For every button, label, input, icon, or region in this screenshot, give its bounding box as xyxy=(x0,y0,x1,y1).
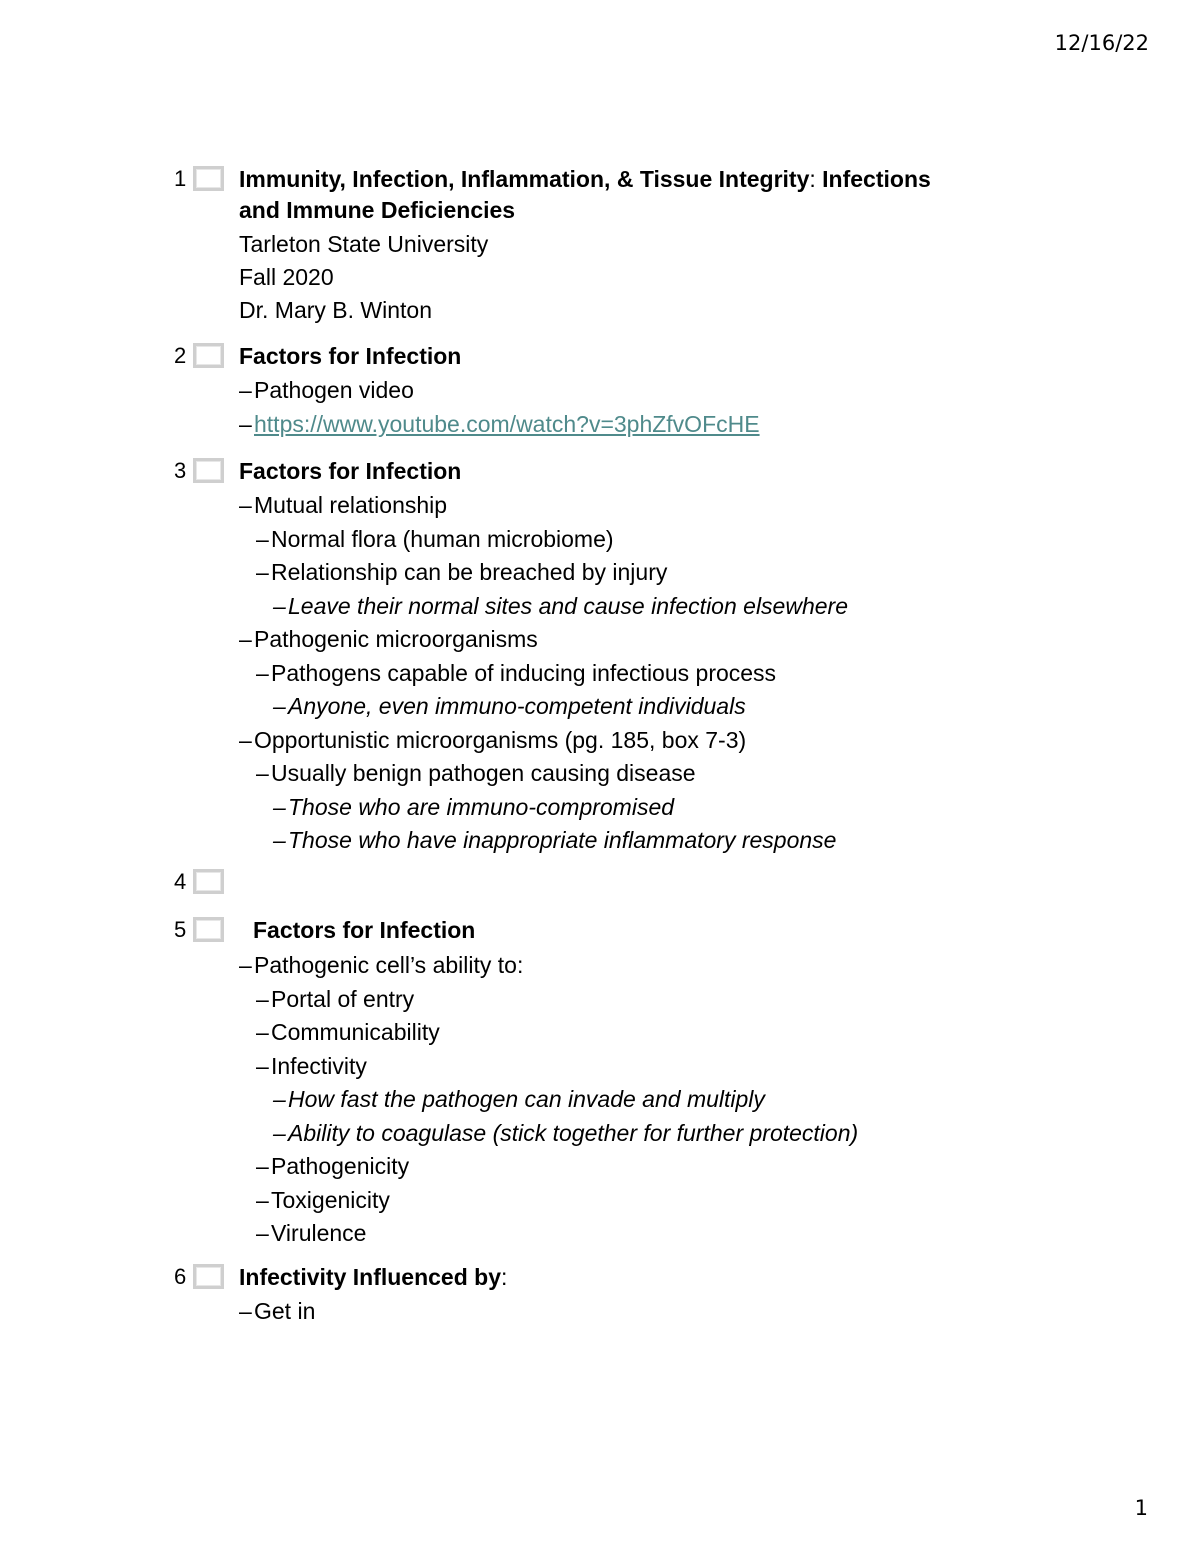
bullet: –Communicability xyxy=(256,1019,440,1045)
bullet: –Toxigenicity xyxy=(256,1186,390,1213)
slide-thumbnail[interactable] xyxy=(193,166,224,191)
slide-number: 1 xyxy=(174,166,187,191)
bullet: –Relationship can be breached by injury xyxy=(256,559,668,585)
bullet: –Virulence xyxy=(256,1220,367,1246)
slide-title: Factors for Infection xyxy=(239,343,462,369)
bullet: –How fast the pathogen can invade and multiply xyxy=(273,1086,765,1112)
bullet: –Usually benign pathogen causing disease xyxy=(256,760,696,786)
slide-number: 6 xyxy=(174,1264,187,1289)
video-link[interactable]: https://www.youtube.com/watch?v=3phZfvOFcHE xyxy=(254,410,760,437)
bullet: –Ability to coagulase (stick together for further protection) xyxy=(273,1119,859,1146)
page-date: 12/16/22 xyxy=(1054,31,1149,55)
bullet: –Normal flora (human microbiome) xyxy=(256,525,614,552)
bullet: –Pathogenic microorganisms xyxy=(239,626,538,652)
slide-thumbnail[interactable] xyxy=(193,343,224,368)
bullet: –Those who are immuno-compromised xyxy=(273,793,675,820)
slide-title-line2: and Immune Deficiencies xyxy=(239,197,516,223)
bullet: –Mutual relationship xyxy=(239,492,448,518)
bullet: –https://www.youtube.com/watch?v=3phZfvOFcHE xyxy=(239,410,760,437)
bullet: –Pathogens capable of inducing infectious process xyxy=(256,659,777,686)
bullet: –Those who have inappropriate inflammatory response xyxy=(273,827,837,853)
slide-number: 4 xyxy=(174,869,187,894)
slide-number: 3 xyxy=(174,458,187,483)
page-number: 1 xyxy=(1134,1496,1148,1520)
bullet: –Get in xyxy=(239,1298,316,1324)
slide-thumbnail[interactable] xyxy=(193,869,224,894)
bullet: –Leave their normal sites and cause infection elsewhere xyxy=(273,592,848,619)
bullet: –Infectivity xyxy=(256,1052,367,1079)
slide-number: 5 xyxy=(174,917,187,942)
note-line: Tarleton State University xyxy=(239,231,489,257)
slide-thumbnail[interactable] xyxy=(193,917,224,942)
slide-number: 2 xyxy=(174,343,187,368)
bullet: –Opportunistic microorganisms (pg. 185, box 7-3) xyxy=(239,726,747,753)
slide-title: Immunity, Infection, Inflammation, & Tissue Integrity: Infections xyxy=(239,166,931,192)
slide-title: Infectivity Influenced by: xyxy=(239,1264,508,1290)
bullet: –Pathogenicity xyxy=(256,1153,410,1179)
bullet: –Pathogen video xyxy=(239,377,414,403)
slide-title: Factors for Infection xyxy=(253,917,476,943)
slide-thumbnail[interactable] xyxy=(193,1264,224,1289)
slide-title: Factors for Infection xyxy=(239,458,462,484)
slide-thumbnail[interactable] xyxy=(193,458,224,483)
bullet: –Pathogenic cell’s ability to: xyxy=(239,952,524,978)
bullet: –Portal of entry xyxy=(256,985,415,1012)
bullet: –Anyone, even immuno-competent individuals xyxy=(273,693,746,719)
note-line: Dr. Mary B. Winton xyxy=(239,297,432,323)
note-line: Fall 2020 xyxy=(239,264,334,290)
